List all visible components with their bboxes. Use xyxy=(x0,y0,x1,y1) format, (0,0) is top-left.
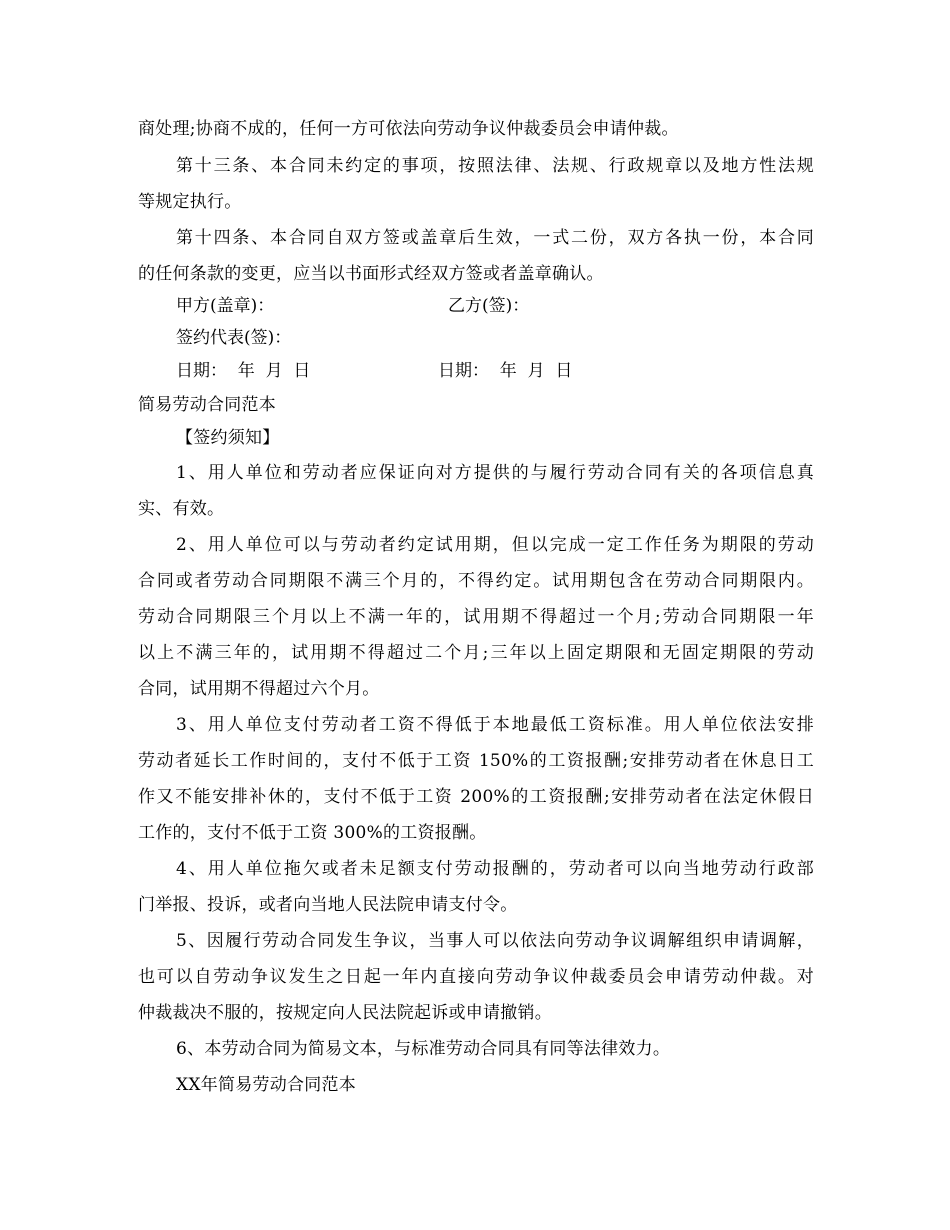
notice-line: 工作的，支付不低于工资 300%的工资报酬。 xyxy=(138,823,487,843)
notice-line: 门举报、投诉，或者向当地人民法院申请支付令。 xyxy=(138,895,518,915)
notice-line: 1、用人单位和劳动者应保证向对方提供的与履行劳动合同有关的各项信息真 xyxy=(176,463,814,483)
notice-line: 也可以自劳动争议发生之日起一年内直接向劳动争议仲裁委员会申请劳动仲裁。对 xyxy=(138,967,814,987)
notice-line: 3、用人单位支付劳动者工资不得低于本地最低工资标准。用人单位依法安排 xyxy=(176,715,814,735)
paragraph-line: 商处理;协商不成的，任何一方可依法向劳动争议仲裁委员会申请仲裁。 xyxy=(138,119,679,139)
notice-line: 仲裁裁决不服的，按规定向人民法院起诉或申请撤销。 xyxy=(138,1003,552,1023)
notice-line: 劳动者延长工作时间的，支付不低于工资 150%的工资报酬;安排劳动者在休息日工 xyxy=(138,751,814,771)
paragraph-line: 第十三条、本合同未约定的事项，按照法律、法规、行政规章以及地方性法规 xyxy=(176,156,814,176)
notice-heading: 【签约须知】 xyxy=(176,428,280,448)
paragraph-line: 的任何条款的变更，应当以书面形式经双方签或者盖章确认。 xyxy=(138,264,604,284)
notice-line: 6、本劳动合同为简易文本，与标准劳动合同具有同等法律效力。 xyxy=(176,1039,671,1059)
notice-line: 4、用人单位拖欠或者未足额支付劳动报酬的，劳动者可以向当地劳动行政部 xyxy=(176,859,814,879)
party-a-date: 日期： 年 月 日 xyxy=(176,361,311,381)
paragraph-line: 第十四条、本合同自双方签或盖章后生效，一式二份，双方各执一份，本合同 xyxy=(176,228,814,248)
party-b-sign-label: 乙方(签)： xyxy=(448,296,530,316)
footer-title: XX年简易劳动合同范本 xyxy=(176,1075,356,1095)
notice-line: 以上不满三年的，试用期不得超过二个月;三年以上固定期限和无固定期限的劳动 xyxy=(138,643,814,663)
notice-line: 2、用人单位可以与劳动者约定试用期，但以完成一定工作任务为期限的劳动 xyxy=(176,535,814,555)
representative-sign-label: 签约代表(签)： xyxy=(176,328,292,348)
party-b-date: 日期： 年 月 日 xyxy=(438,361,573,381)
notice-line: 劳动合同期限三个月以上不满一年的，试用期不得超过一个月;劳动合同期限一年 xyxy=(138,607,814,627)
notice-line: 合同，试用期不得超过六个月。 xyxy=(138,679,380,699)
notice-line: 实、有效。 xyxy=(138,499,225,519)
notice-line: 作又不能安排补休的，支付不低于工资 200%的工资报酬;安排劳动者在法定休假日 xyxy=(138,787,814,807)
notice-line: 5、因履行劳动合同发生争议，当事人可以依法向劳动争议调解组织申请调解， xyxy=(176,931,814,951)
party-a-seal-label: 甲方(盖章)： xyxy=(176,296,275,316)
section-title: 简易劳动合同范本 xyxy=(138,395,276,415)
paragraph-line: 等规定执行。 xyxy=(138,192,242,212)
notice-line: 合同或者劳动合同期限不满三个月的，不得约定。试用期包含在劳动合同期限内。 xyxy=(138,571,814,591)
